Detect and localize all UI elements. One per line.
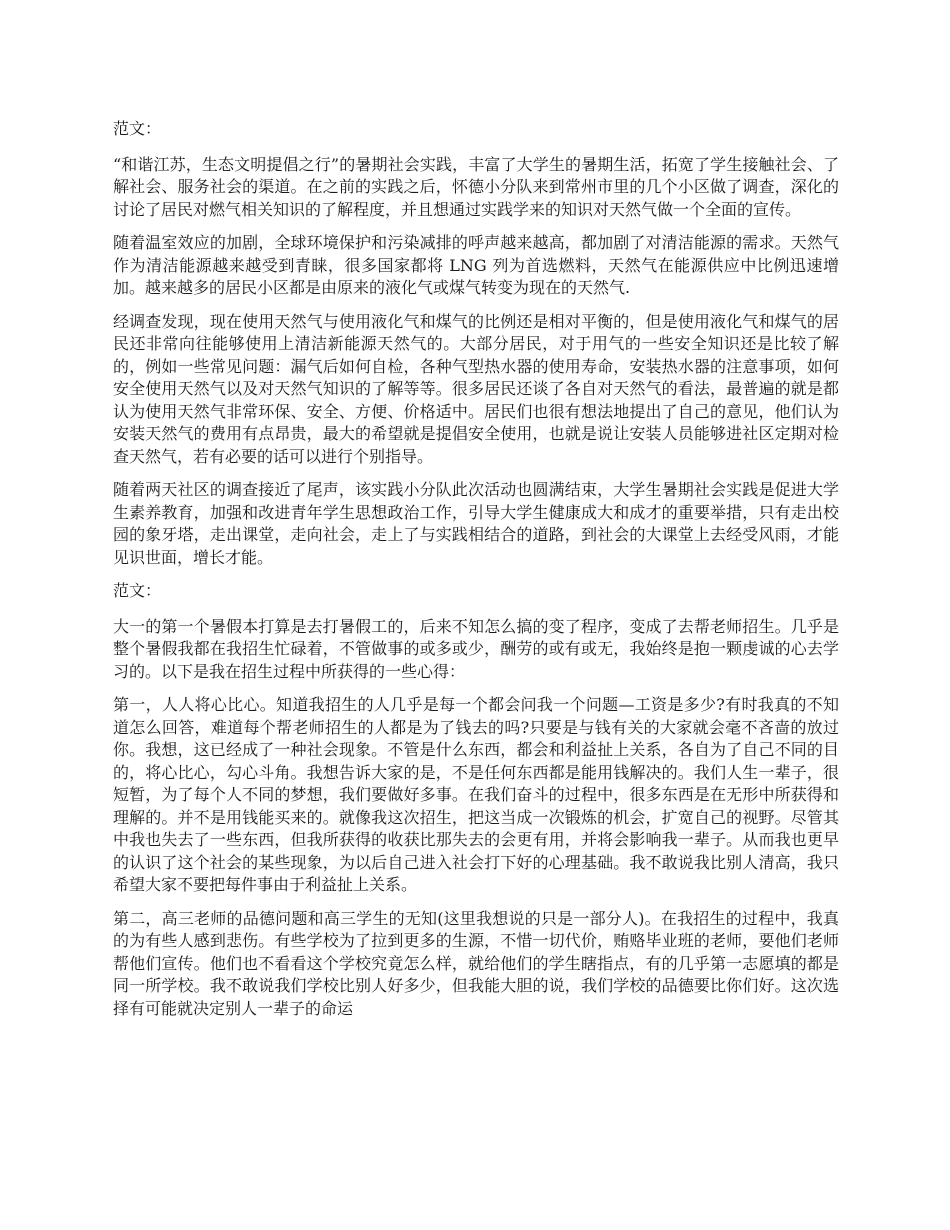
section-heading: 范文： [113, 581, 162, 600]
section-heading: 范文： [113, 119, 162, 138]
paragraph: 随着两天社区的调查接近了尾声，该实践小分队此次活动也圆满结束，大学生暑期社会实践是促进大学生素养教育，加强和改进青年学生思想政治工作，引导大学生健康成大和成才的重要举措，只有走出校园的象牙塔，走出课堂，走向社会，走上了与实践相结合的道路，到社会的大课堂上去经受风雨，才能见识世面，增长才能。 [113, 480, 839, 567]
paragraph: 经调查发现，现在使用天然气与使用液化气和煤气的比例还是相对平衡的，但是使用液化气和煤气的居民还非常向往能够使用上清洁新能源天然气的。大部分居民，对于用气的一些安全知识还是比较了解的，例如一些常见问题：漏气后如何自检，各种气型热水器的使用寿命，安装热水器的注意事项，如何安全使用天然气以及对天然气知识的了解等等。很多居民还谈了各自对天然气的看法，最普遍的就是都认为使用天然气非常环保、安全、方便、价格适中。居民们也很有想法地提出了自己的意见，他们认为安装天然气的费用有点昂贵，最大的希望就是提倡安全使用，也就是说让安装人员能够进社区定期对检查天然气，若有必要的话可以进行个别指导。 [113, 311, 839, 466]
paragraph: 第二，高三老师的品德问题和高三学生的无知(这里我想说的只是一部分人)。在我招生的过程中，我真的为有些人感到悲伤。有些学校为了拉到更多的生源，不惜一切代价，贿赂毕业班的老师，要他们老师帮他们宣传。他们也不看看这个学校究竟怎么样，就给他们的学生瞎指点，有的几乎第一志愿填的都是同一所学校。我不敢说我们学校比别人好多少，但我能大胆的说，我们学校的品德要比你们好。这次选择有可能就决定别人一辈子的命运 [113, 908, 839, 1018]
paragraph: 大一的第一个暑假本打算是去打暑假工的，后来不知怎么搞的变了程序，变成了去帮老师招生。几乎是整个暑假我都在我招生忙碌着，不管做事的或多或少，酬劳的或有或无，我始终是抱一颗虔诚的心去学习的。以下是我在招生过程中所获得的一些心得： [113, 616, 839, 681]
paragraph: “和谐江苏，生态文明提倡之行”的暑期社会实践，丰富了大学生的暑期生活，拓宽了学生接触社会、了解社会、服务社会的渠道。在之前的实践之后，怀德小分队来到常州市里的几个小区做了调查，深化的讨论了居民对燃气相关知识的了解程度，并且想通过实践学来的知识对天然气做一个全面的宣传。 [113, 154, 839, 219]
paragraph: 随着温室效应的加剧，全球环境保护和污染减排的呼声越来越高，都加剧了对清洁能源的需求。天然气作为清洁能源越来越受到青睐，很多国家都将 LNG 列为首选燃料，天然气在能源供应中比例迅速增加。越来越多的居民小区都是由原来的液化气或煤气转变为现在的天然气. [113, 233, 839, 297]
document-page [113, 118, 839, 1031]
paragraph: 第一，人人将心比心。知道我招生的人几乎是每一个都会问我一个问题—工资是多少?有时我真的不知道怎么回答，难道每个帮老师招生的人都是为了钱去的吗?只要是与钱有关的大家就会毫不吝啬的放过你。我想，这已经成了一种社会现象。不管是什么东西，都会和利益扯上关系，各自为了自己不同的目的，将心比心，勾心斗角。我想告诉大家的是，不是任何东西都是能用钱解决的。我们人生一辈子，很短暂，为了每个人不同的梦想，我们要做好多事。在我们奋斗的过程中，很多东西是在无形中所获得和理解的。并不是用钱能买来的。就像我这次招生，把这当成一次锻炼的机会，扩宽自己的视野。尽管其中我也失去了一些东西，但我所获得的收获比那失去的会更有用，并将会影响我一辈子。从而我也更早的认识了这个社会的某些现象，为以后自己进入社会打下好的心理基础。我不敢说我比别人清高，我只希望大家不要把每件事由于利益扯上关系。 [113, 695, 839, 894]
